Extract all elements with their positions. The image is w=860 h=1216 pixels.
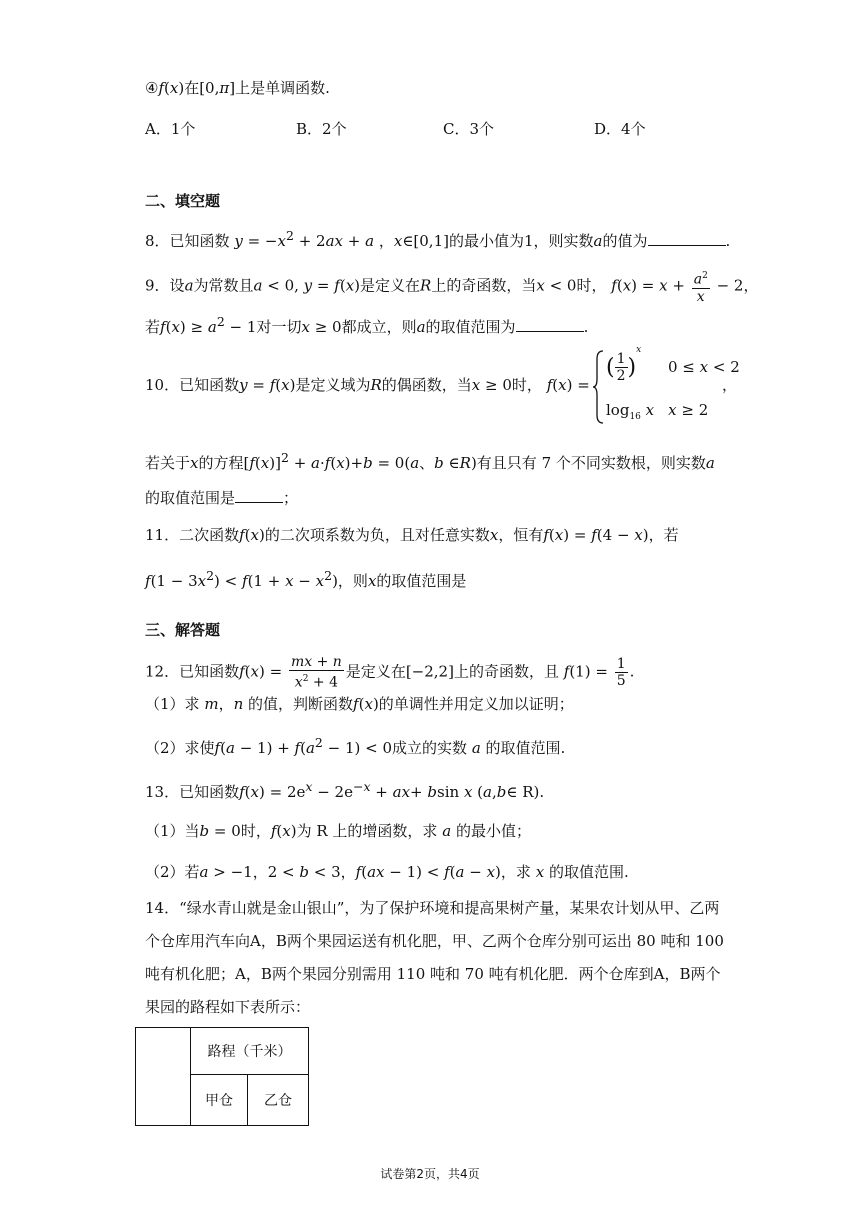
question-number: 8．	[145, 232, 170, 250]
question-11-line2: $f(1 - 3x^2) < f(1 + x - x^2)$，则x的取值范围是	[145, 568, 467, 590]
section-answer-title: 三、解答题	[145, 621, 221, 639]
question-number: 13．	[145, 783, 180, 801]
fraction: $\frac{1}{5}$	[616, 655, 626, 689]
question-8: 8．已知函数 $y = -x^2 + 2ax + a$ ，x∈[0,1]的最小值为1，则实数a的值为 .	[145, 228, 731, 250]
q9-text-d: 上的奇函数，当	[431, 276, 537, 295]
table-header: 路程（千米）	[191, 1028, 309, 1075]
answer-blank[interactable]	[516, 317, 584, 332]
answer-blank[interactable]	[235, 488, 283, 503]
table-col-yi: 乙仓	[248, 1075, 309, 1126]
page-footer: 试卷第2页，共4页	[380, 1167, 480, 1181]
distance-table	[135, 1027, 309, 1126]
question-10-line2: 若关于x的方程$[f(x)]^2 + a\cdot f(x)+b = 0(a$、b ∈R)有且只有 7 个不同实数根，则实数a	[145, 450, 715, 472]
table-empty-cell	[136, 1028, 191, 1126]
question-14-line3: 吨有机化肥；A，B两个果园分别需用 110 吨和 70 吨有机化肥．两个仓库到A，B两个	[145, 965, 721, 983]
q8-text-a: 已知函数	[169, 232, 230, 250]
question-number: 11．	[145, 526, 180, 544]
section-fill-in-title: 二、填空题	[145, 192, 221, 210]
question-number: 10．	[145, 376, 180, 394]
item-text: 上是单调函数.	[235, 79, 330, 97]
question-14-line1: 14．“绿水青山就是金山银山”，为了保护环境和提高果树产量，某果农计划从甲、乙两	[145, 899, 720, 917]
question-10-line3: 的取值范围是 ；	[145, 489, 299, 507]
q9-text-c: 是定义在	[360, 276, 421, 295]
option-d[interactable]: D．4个	[594, 120, 646, 138]
piece-2: $\log_{16} x$ x ≥ 2	[606, 401, 709, 422]
question-12: 12．已知函数f(x) = $\frac{mx + n}{x^2 + 4}$ 是定义在[−2,2]上的奇函数，且 f(1) = $\frac{1}{5}$ .	[145, 654, 635, 691]
question-9: 9．设a为常数且a < 0, y = f(x)是定义在R上的奇函数，当x < 0时， f(x) = x + $\frac{a^2}{x}$ − 2，	[145, 268, 758, 305]
question-number: 12．	[145, 662, 180, 681]
q9-text-a: 设	[169, 276, 185, 295]
option-a[interactable]: A．1个	[145, 120, 196, 138]
q9-text-e: 时，	[576, 276, 607, 295]
fraction: $\frac{a^2}{x}$	[692, 268, 710, 305]
question-14-line4: 果园的路程如下表所示：	[145, 998, 311, 1016]
comma: ，	[722, 376, 738, 394]
q9-text-b: 为常数且	[193, 276, 254, 295]
option-c[interactable]: C．3个	[443, 120, 495, 138]
question-11: 11．二次函数f(x)的二次项系数为负，且对任意实数x，恒有f(x) = f(4 − x)，若	[145, 526, 679, 544]
question-13-part1: （1）当b = 0时，f(x)为 R 上的增函数，求 a 的最小值；	[145, 822, 531, 840]
question-13: 13．已知函数$f(x) = 2e^x - 2e^{-x} + ax+ bsin$ x (a,b∈ R).	[145, 779, 545, 801]
q8-end: .	[725, 232, 731, 250]
question-number: 9．	[145, 276, 170, 295]
option-b[interactable]: B．2个	[296, 120, 347, 138]
fraction: $\frac{mx + n}{x^2 + 4}$	[290, 654, 342, 691]
question-14-line2: 个仓库用汽车向A，B两个果园运送有机化肥，甲、乙两个仓库分别可运出 80 吨和 100	[145, 932, 724, 950]
q8-text-c: 的值为	[602, 232, 648, 250]
q7-item4: ④f(x)在[0,π]上是单调函数.	[145, 79, 330, 97]
q8-text-b: 的最小值为1，则实数	[448, 232, 594, 250]
question-10: 10．已知函数y = f(x)是定义域为R的偶函数，当x ≥ 0时， f(x) =	[145, 376, 590, 394]
answer-blank[interactable]	[648, 231, 726, 246]
piece-1: ( $\frac{1}{2}$ )$^x$ 0 ≤ x < 2	[606, 344, 740, 384]
question-9-line2: 若$f(x) \ge a^2 - 1$对一切x ≥ 0都成立，则a的取值范围为 .	[145, 314, 589, 336]
question-12-part2: （2）求使$f(a - 1) + f(a^2 - 1) < 0$成立的实数 a 的取值范围.	[145, 735, 566, 757]
table-col-jia: 甲仓	[191, 1075, 248, 1126]
item-number: ④	[145, 79, 159, 97]
left-brace	[592, 349, 606, 425]
question-12-part1: （1）求 m，n 的值，判断函数f(x)的单调性并用定义加以证明；	[145, 695, 574, 713]
question-13-part2: （2）若a > −1，2 < b < 3，f(ax − 1) < f(a − x)，求 x 的取值范围.	[145, 863, 629, 881]
piecewise-function	[592, 344, 740, 425]
